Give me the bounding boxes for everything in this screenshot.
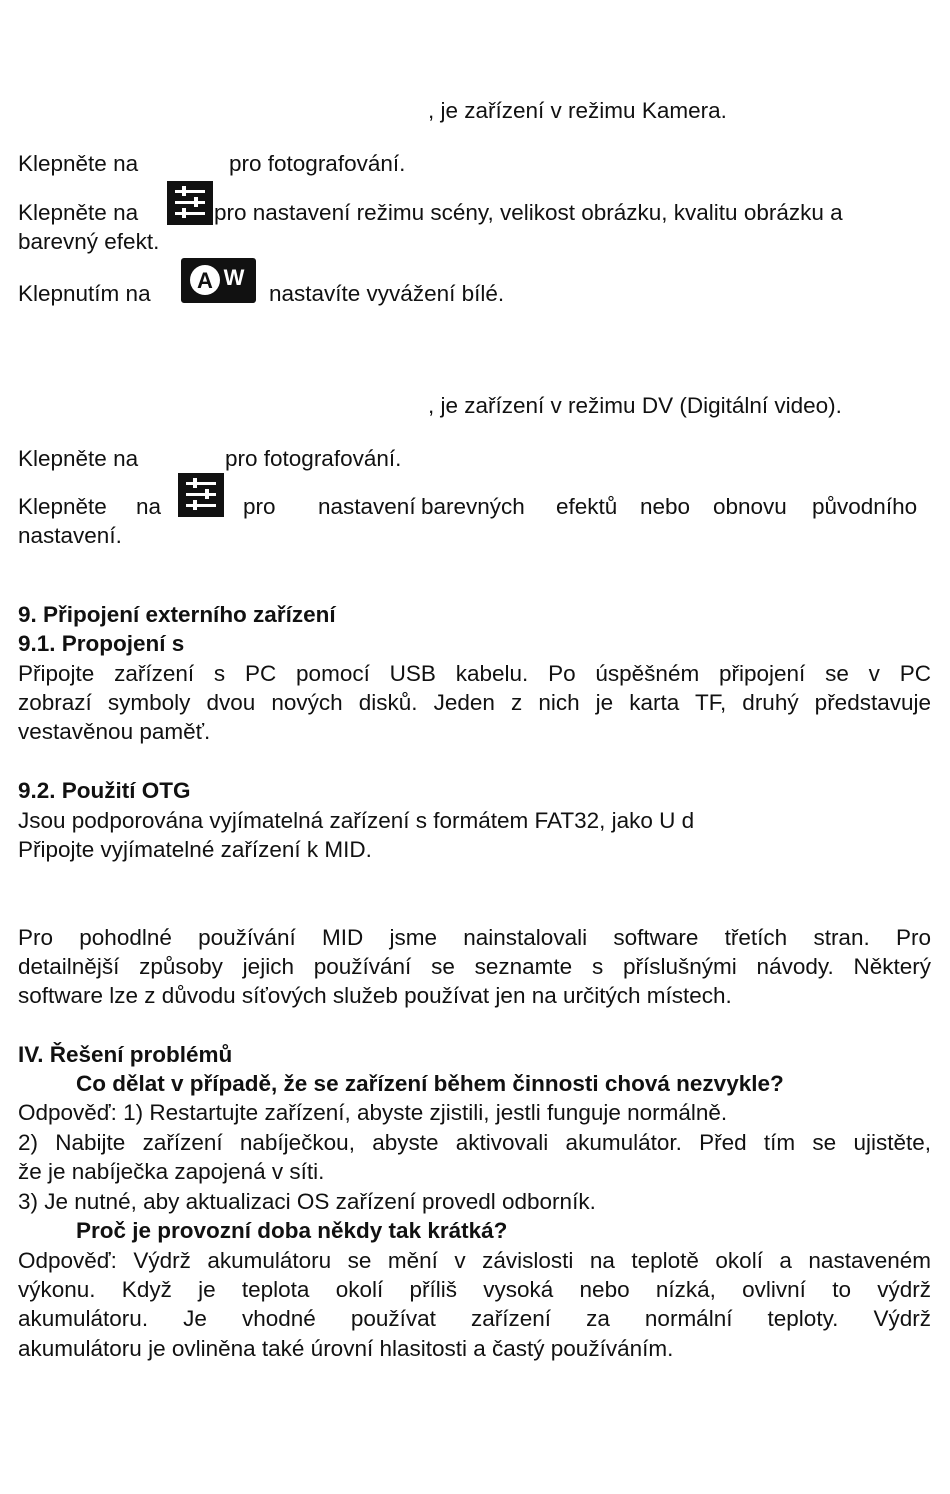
answer-1-line-2: 2) Nabijte zařízení nabíječkou, abyste aktivovali akumulátor. Před tím se ujistěte, xyxy=(18,1130,931,1155)
section-9-1-line-3: vestavěnou paměť. xyxy=(18,719,211,744)
svg-text:W: W xyxy=(223,265,245,290)
dv-shutter-text: pro fotografování. xyxy=(225,446,402,471)
section-9-1-line-1: Připojte zařízení s PC pomocí USB kabelu. Po úspěšném připojení se v PC xyxy=(18,661,931,686)
section-9-2-title: 9.2. Použití OTG xyxy=(18,778,191,803)
camera-settings-label: Klepněte na xyxy=(18,200,139,225)
question-2: Proč je provozní doba někdy tak krátká? xyxy=(76,1218,508,1243)
dv-mode-text: , je zařízení v režimu DV (Digitální video). xyxy=(428,393,842,418)
camera-mode-text: , je zařízení v režimu Kamera. xyxy=(428,98,727,123)
software-line-1: Pro pohodlné používání MID jsme nainstalovali software třetích stran. Pro xyxy=(18,925,931,950)
dv-settings-word-4: nastavení xyxy=(318,494,416,519)
camera-shutter-label: Klepněte na xyxy=(18,151,139,176)
dv-settings-word-7: nebo xyxy=(640,494,691,519)
answer-1-line-4: 3) Je nutné, aby aktualizaci OS zařízení provedl odborník. xyxy=(18,1189,596,1214)
settings-sliders-icon xyxy=(167,181,213,225)
white-balance-aw-icon xyxy=(181,258,256,303)
section-9-2-line-2: Připojte vyjímatelné zařízení k MID. xyxy=(18,837,372,862)
camera-settings-text-cont: barevný efekt. xyxy=(18,229,160,254)
software-line-3: software lze z důvodu síťových služeb používat jen na určitých místech. xyxy=(18,983,732,1008)
answer-2-line-2: výkonu. Když je teplota okolí příliš vysoká nebo nízká, ovlivní to výdrž xyxy=(18,1277,931,1302)
section-9-1-title: 9.1. Propojení s xyxy=(18,631,185,656)
section-9-2-line-1: Jsou podporována vyjímatelná zařízení s formátem FAT32, jako U d xyxy=(18,808,695,833)
dv-settings-text-cont: nastavení. xyxy=(18,523,122,548)
settings-sliders-icon xyxy=(178,473,224,517)
camera-wb-label: Klepnutím na xyxy=(18,281,151,306)
dv-settings-word-6: efektů xyxy=(556,494,618,519)
svg-text:A: A xyxy=(197,268,213,293)
section-9-title: 9. Připojení externího zařízení xyxy=(18,602,336,627)
troubleshooting-title: IV. Řešení problémů xyxy=(18,1042,233,1067)
software-line-2: detailnější způsoby jejich používání se seznamte s příslušnými návody. Některý xyxy=(18,954,931,979)
section-9-1-line-2: zobrazí symboly dvou nových disků. Jeden z nich je karta TF, druhý představuje xyxy=(18,690,931,715)
dv-shutter-label: Klepněte na xyxy=(18,446,139,471)
dv-settings-label-2: na xyxy=(136,494,162,519)
camera-wb-text: nastavíte vyvážení bílé. xyxy=(269,281,505,306)
question-1: Co dělat v případě, že se zařízení během činnosti chová nezvykle? xyxy=(76,1071,784,1096)
dv-settings-word-3: pro xyxy=(243,494,276,519)
camera-shutter-text: pro fotografování. xyxy=(229,151,406,176)
answer-2-line-4: akumulátoru je ovliněna také úrovní hlasitosti a častý používáním. xyxy=(18,1336,674,1361)
dv-settings-word-8: obnovu xyxy=(713,494,787,519)
dv-settings-word-9: původního xyxy=(812,494,918,519)
dv-settings-word-5: barevných xyxy=(421,494,525,519)
dv-settings-label-1: Klepněte xyxy=(18,494,107,519)
answer-1-line-3: že je nabíječka zapojená v síti. xyxy=(18,1159,325,1184)
answer-2-line-3: akumulátoru. Je vhodné používat zařízení za normální teploty. Výdrž xyxy=(18,1306,931,1331)
answer-2-line-1: Odpověď: Výdrž akumulátoru se mění v závislosti na teplotě okolí a nastaveném xyxy=(18,1248,931,1273)
answer-1-line-1: Odpověď: 1) Restartujte zařízení, abyste zjistili, jestli funguje normálně. xyxy=(18,1100,728,1125)
camera-settings-text: pro nastavení režimu scény, velikost obrázku, kvalitu obrázku a xyxy=(214,200,843,225)
